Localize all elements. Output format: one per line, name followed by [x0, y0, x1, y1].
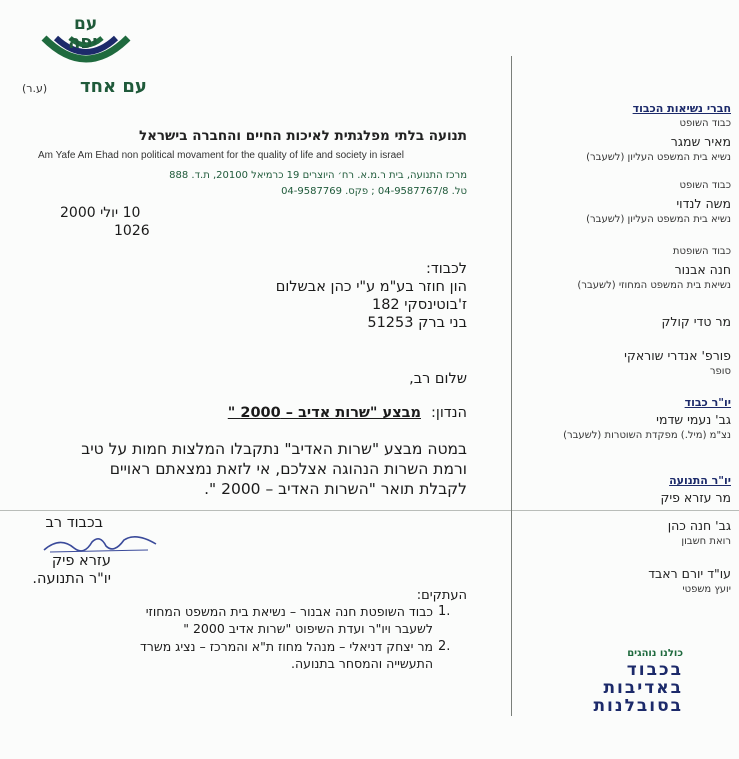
copy1-line1: כבוד השופטת חנה אבנור – נשיאת בית המשפט המחוזי [145, 604, 433, 619]
lawyer-name: עו"ד יורם ראבד [648, 566, 731, 581]
honorary-chair-title: יו"ר כבוד [684, 396, 731, 409]
lawyer-role: יועץ משפטי [682, 584, 731, 595]
treasurer-name: גב' חנה כהן [667, 518, 731, 533]
chair-title: יו"ר התנועה [669, 474, 731, 487]
letter-date: 10 יולי 2000 [60, 205, 141, 221]
body-line1: במטה מבצע "שרות האדיב" נתקבלו המלצות חמות על טיב [81, 440, 467, 458]
org-logo [22, 14, 147, 100]
copy2-line2: התעשייה והמסחר בתנועה. [291, 656, 433, 671]
copy2-number: 2. [438, 639, 451, 654]
fold-line [0, 510, 739, 511]
logo-line2: יפה [68, 32, 98, 53]
member3-honor: כבוד השופטת [672, 246, 731, 257]
greeting: שלום רב, [409, 371, 467, 387]
signer-title: יו"ר התנועה. [32, 571, 111, 587]
member5-role: סופר [709, 366, 731, 377]
copy2-line1: מר יצחק דניאלי – מנהל מחוז ת"א והמרכז – נציג משרד [139, 639, 433, 654]
member2-honor: כבוד השופט [679, 180, 731, 191]
subject: מבצע "שרות אדיב – 2000 " [227, 405, 421, 421]
honorary-chair-name: גב' נעמי שדמי [656, 412, 731, 427]
member1-honor: כבוד השופט [679, 118, 731, 129]
motto-line2: באדיבות [603, 678, 683, 698]
copy1-line2: לשעבר ויו"ר ועדת השיפוט "שרות אדיב 2000 " [183, 621, 433, 636]
to-label: לכבוד: [425, 261, 467, 277]
member1-name: מאיר שמגר [670, 134, 731, 149]
logo-line3: עם אחד [80, 76, 147, 97]
member2-role: נשיא בית המשפט העליון (לשעבר) [586, 214, 731, 225]
member3-name: חנה אבנור [674, 262, 731, 277]
closing: בכבוד רב [45, 515, 103, 531]
sidebar-divider [511, 56, 512, 716]
subject-label: הנדון: [431, 405, 467, 421]
org-name-english: Am Yafe Am Ehad non political movament for the quality of life and society in israel [38, 150, 404, 161]
member2-name: משה לנדוי [676, 196, 731, 211]
org-phones: טל. 04-9587767/8 ; פקס. 04-9587769 [281, 186, 467, 197]
recipient-line3: בני ברק 51253 [367, 315, 467, 331]
motto-small: כולנו נוהגים [627, 648, 683, 659]
logo-line1: עם [74, 14, 98, 34]
body-line2: ורמת השרות הנהוגה אצלכם, אי לזאת נמצאתם ראויים [109, 460, 467, 478]
copy1-number: 1. [438, 604, 451, 619]
member3-role: נשיאת בית המשפט המחוזי (לשעבר) [577, 280, 731, 291]
org-address: מרכז התנועה, בית ר.מ.א. רח׳ היוצרים 19 כרמיאל 20100, ת.ד. 888 [169, 170, 467, 181]
logo-registered: (ע.ר) [22, 82, 48, 95]
member4-name: מר טדי קולק [661, 314, 731, 329]
motto-line3: בסובלנות [593, 696, 683, 716]
member1-role: נשיא בית המשפט העליון (לשעבר) [586, 152, 731, 163]
recipient-line2: ז'בוטינסקי 182 [371, 297, 467, 313]
org-name-hebrew: תנועה בלתי מפלגתית לאיכות החיים והחברה בישראל [138, 128, 467, 144]
letter-number: 1026 [114, 223, 150, 239]
signer-name: עזרא פיק [51, 553, 111, 569]
chair-name: מר עזרא פיק [660, 490, 731, 505]
member5-name: פורפ' אנדרי שוראקי [624, 348, 731, 363]
honorary-chair-role: נצ"מ (מיל.) מפקדת השוטרות (לשעבר) [563, 430, 731, 441]
copies-label: העתקים: [416, 588, 467, 603]
motto-line1: בכבוד [626, 660, 683, 680]
presidium-title: חברי נשיאות הכבוד [632, 102, 731, 115]
treasurer-role: רואת חשבון [681, 536, 731, 547]
recipient-line1: הון חוזר בע"מ ע"י כהן אבשלום [275, 279, 467, 295]
body-line3: לקבלת תואר "השרות האדיב – 2000 ". [204, 480, 467, 498]
